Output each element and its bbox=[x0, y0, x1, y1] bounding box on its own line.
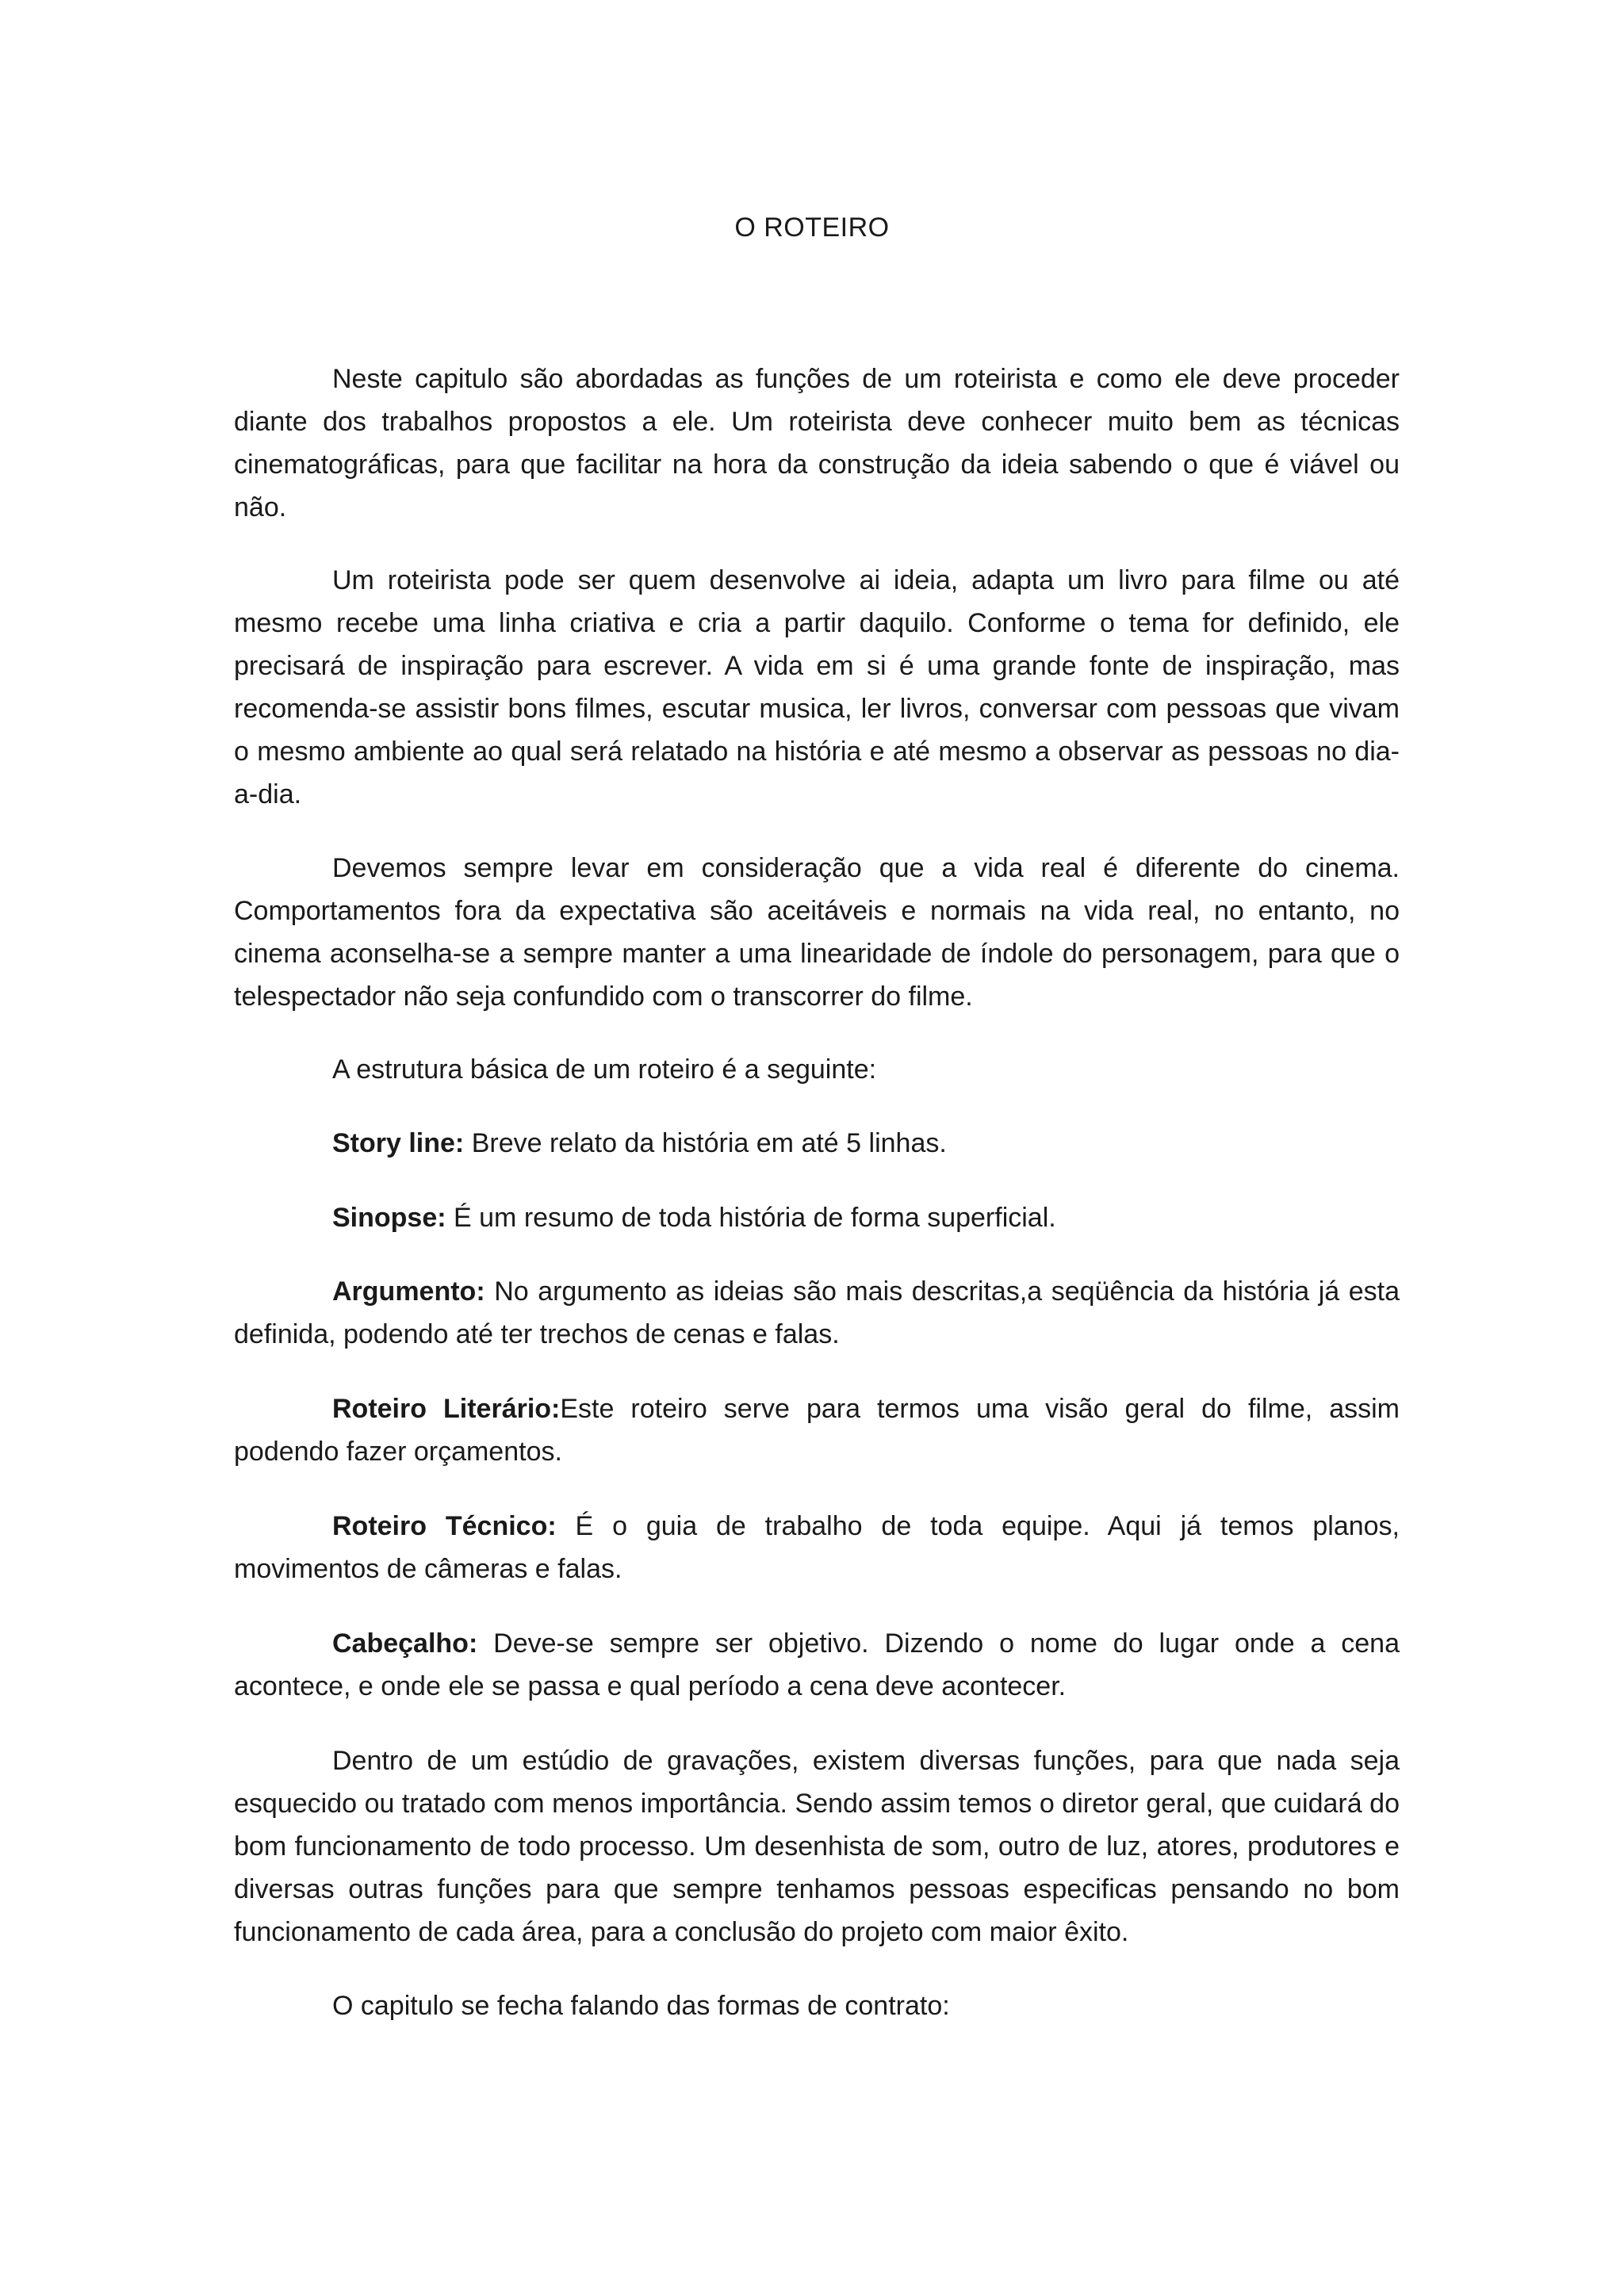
paragraph-label: Argumento: bbox=[332, 1276, 485, 1307]
paragraph-roteirista bbox=[234, 559, 1400, 816]
paragraph-sinopse bbox=[234, 1196, 1400, 1239]
paragraph-text: O capitulo se fecha falando das formas de contrato: bbox=[332, 1991, 950, 2021]
paragraph-estrutura bbox=[234, 1048, 1400, 1091]
paragraph-text: No argumento as ideias são mais descritas,a seqüência da história já esta definida, podendo até ter trechos de cenas e falas. bbox=[234, 1276, 1400, 1349]
paragraph-story-line bbox=[234, 1122, 1400, 1165]
paragraph-roteiro-tecnico bbox=[234, 1505, 1400, 1590]
paragraph-vida-real bbox=[234, 847, 1400, 1018]
paragraph-label: Sinopse: bbox=[332, 1203, 446, 1233]
paragraph-text: A estrutura básica de um roteiro é a seguinte: bbox=[332, 1054, 877, 1085]
paragraph-label: Cabeçalho: bbox=[332, 1628, 478, 1659]
page-title: O ROTEIRO bbox=[734, 212, 890, 243]
paragraph-contrato bbox=[234, 1984, 1400, 2027]
paragraph-argumento bbox=[234, 1270, 1400, 1356]
paragraph-text: Breve relato da história em até 5 linhas. bbox=[464, 1128, 947, 1158]
paragraph-label: Roteiro Técnico: bbox=[332, 1511, 557, 1541]
paragraph-intro bbox=[234, 358, 1400, 529]
paragraph-label: Roteiro Literário: bbox=[332, 1394, 561, 1424]
paragraph-text: Dentro de um estúdio de gravações, existem diversas funções, para que nada seja esquecido ou tratado com menos importância. Sendo assim temos o diretor geral, que cuidará do bom funcionamento de todo processo. Um desenhista de som, outro de luz, atores, produtores e diversas outras funções para que sempre tenhamos pessoas especificas pensando no bom funcionamento de cada área, para a conclusão do projeto com maior êxito. bbox=[234, 1746, 1400, 1947]
paragraph-text: Devemos sempre levar em consideração que a vida real é diferente do cinema. Comportamentos fora da expectativa são aceitáveis e normais na vida real, no entanto, no cinema aconselha-se a sempre manter a uma linearidade de índole do personagem, para que o telespectador não seja confundido com o transcorrer do filme. bbox=[234, 853, 1400, 1012]
paragraph-text: É um resumo de toda história de forma superficial. bbox=[446, 1203, 1056, 1233]
paragraph-cabecalho bbox=[234, 1622, 1400, 1708]
paragraph-text: Um roteirista pode ser quem desenvolve ai ideia, adapta um livro para filme ou até mesmo recebe uma linha criativa e cria a partir daquilo. Conforme o tema for definido, ele precisará de inspiração para escrever. A vida em si é uma grande fonte de inspiração, mas recomenda-se assistir bons filmes, escutar musica, ler livros, conversar com pessoas que vivam o mesmo ambiente ao qual será relatado na história e até mesmo a observar as pessoas no dia-a-dia. bbox=[234, 565, 1400, 809]
paragraph-text: Neste capitulo são abordadas as funções de um roteirista e como ele deve proceder diante dos trabalhos propostos a ele. Um roteirista deve conhecer muito bem as técnicas cinematográficas, para que facilitar na hora da construção da ideia sabendo o que é viável ou não. bbox=[234, 364, 1400, 522]
paragraph-text: Este roteiro serve para termos uma visão geral do filme, assim podendo fazer orçamentos. bbox=[234, 1394, 1400, 1467]
paragraph-roteiro-literario bbox=[234, 1387, 1400, 1473]
paragraph-estudio bbox=[234, 1739, 1400, 1954]
paragraph-label: Story line: bbox=[332, 1128, 465, 1158]
paragraph-text: Deve-se sempre ser objetivo. Dizendo o nome do lugar onde a cena acontece, e onde ele se passa e qual período a cena deve acontecer. bbox=[234, 1628, 1400, 1701]
paragraph-text: É o guia de trabalho de toda equipe. Aqui já temos planos, movimentos de câmeras e falas. bbox=[234, 1511, 1400, 1584]
